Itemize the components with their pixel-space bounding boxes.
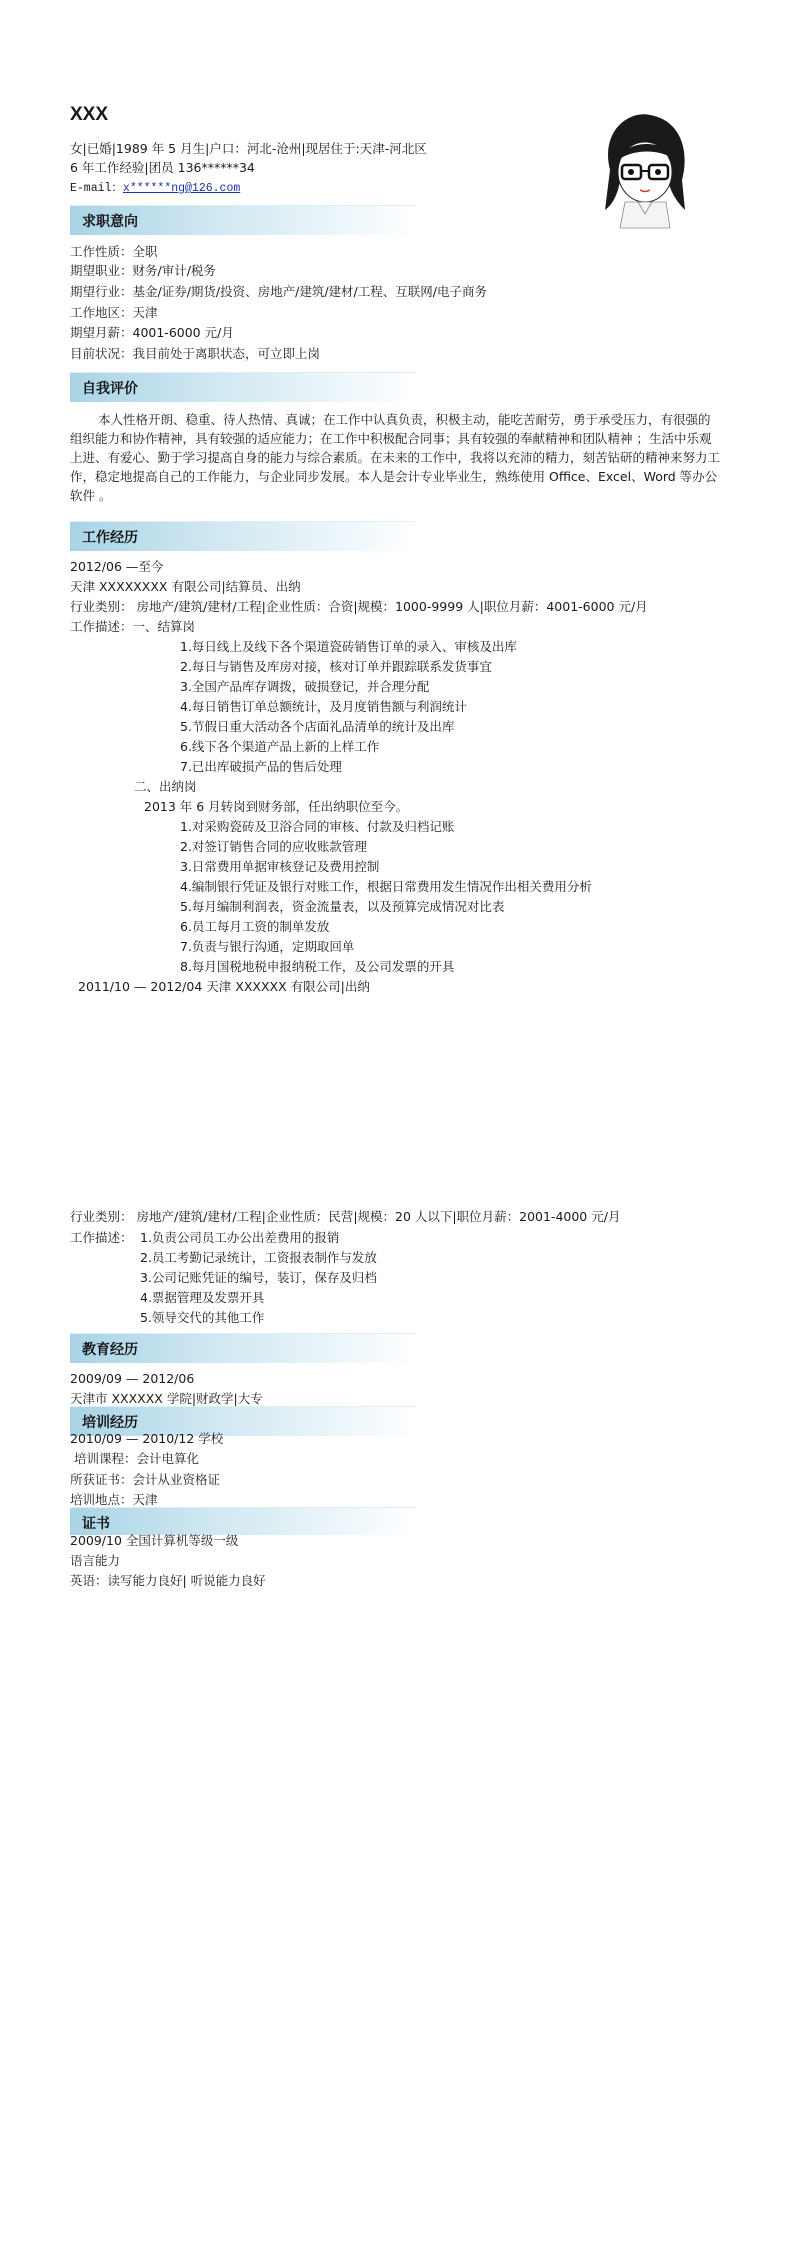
job1-industry: 行业类别： 房地产/建筑/建材/工程|企业性质：合资|规模：1000-9999 人|职位月薪：4001-6000 元/月 [70, 599, 648, 614]
train-period: 2010/09 — 2010/12 学校 [70, 1431, 224, 1446]
list-item: 6.员工每月工资的制单发放 [180, 919, 330, 934]
train-course: 培训课程：会计电算化 [74, 1451, 200, 1466]
section-title: 自我评价 [82, 381, 138, 397]
section-header-intent [70, 205, 415, 235]
section-title: 求职意向 [82, 214, 138, 230]
edu-period: 2009/09 — 2012/06 [70, 1371, 195, 1386]
list-item: 5.节假日重大活动各个店面礼品清单的统计及出库 [180, 719, 455, 734]
list-item: 4.票据管理及发票开具 [140, 1290, 265, 1305]
language-detail: 英语：读写能力良好| 听说能力良好 [70, 1573, 266, 1588]
job1-period: 2012/06 —至今 [70, 559, 164, 574]
job1-company: 天津 XXXXXXXX 有限公司|结算员、出纳 [70, 579, 301, 594]
train-cert: 所获证书：会计从业资格证 [70, 1472, 221, 1487]
intent-region: 工作地区：天津 [70, 305, 158, 320]
list-item: 8.每月国税地税申报纳税工作，及公司发票的开具 [180, 959, 455, 974]
job2-industry: 行业类别： 房地产/建筑/建材/工程|企业性质：民营|规模：20 人以下|职位月薪：2001-4000 元/月 [70, 1209, 621, 1224]
job1-part2-intro: 2013 年 6 月转岗到财务部，任出纳职位至今。 [144, 799, 409, 814]
list-item: 6.线下各个渠道产品上新的上样工作 [180, 739, 380, 754]
job2-desc-label: 工作描述： [70, 1230, 133, 1245]
email-link[interactable]: x******ng@126.com [122, 182, 241, 195]
list-item: 3.全国产品库存调拨，破损登记，并合理分配 [180, 679, 430, 694]
candidate-name: XXX [70, 104, 109, 125]
personal-info: 女|已婚|1989 年 5 月生|户口：河北-沧州|现居住于:天津-河北区 [70, 141, 427, 156]
list-item: 2.员工考勤记录统计，工资报表制作与发放 [140, 1250, 377, 1265]
list-item: 1.负责公司员工办公出差费用的报销 [140, 1230, 340, 1245]
intent-salary: 期望月薪：4001-6000 元/月 [70, 325, 234, 340]
list-item: 2.每日与销售及库房对接，核对订单并跟踪联系发货事宜 [180, 659, 492, 674]
section-header-certs [70, 1507, 415, 1535]
job2-period-company: 2011/10 — 2012/04 天津 XXXXXX 有限公司|出纳 [78, 979, 370, 994]
list-item: 1.对采购瓷砖及卫浴合同的审核、付款及归档记账 [180, 819, 455, 834]
email-row [70, 179, 240, 195]
intent-job: 期望职业：财务/审计/税务 [70, 263, 216, 278]
experience-phone: 6 年工作经验|团员 136******34 [70, 160, 255, 175]
list-item: 1.每日线上及线下各个渠道瓷砖销售订单的录入、审核及出库 [180, 639, 517, 654]
list-item: 5.领导交代的其他工作 [140, 1310, 265, 1325]
list-item: 7.负责与银行沟通，定期取回单 [180, 939, 355, 954]
job1-part2-title: 二、出纳岗 [134, 779, 197, 794]
self-evaluation: 本人性格开朗、稳重、待人热情、真诚；在工作中认真负责，积极主动，能吃苦耐劳，勇于承受压力，有很强的组织能力和协作精神，具有较强的适应能力；在工作中积极配合同事；具有较强的奉献精神和团队精神 ；生活中乐观上进、有爱心、勤于学习提高自身的能力与综合素质。在未来的工作中，我将以充沛的精力，刻苦钻研的精神来努力工作，稳定地提高自己的工作能力，与企业同步发展。本人是会计专业毕业生，熟练使用 Office、Excel、Word 等办公软件 。 [70, 412, 721, 503]
list-item: 2.对签订销售合同的应收账款管理 [180, 839, 367, 854]
section-header-work [70, 521, 415, 551]
train-place: 培训地点：天津 [70, 1492, 158, 1507]
section-title: 证书 [82, 1516, 110, 1532]
section-header-education [70, 1333, 415, 1363]
list-item: 4.每日销售订单总额统计，及月度销售额与利润统计 [180, 699, 467, 714]
intent-industry: 期望行业：基金/证券/期货/投资、房地产/建筑/建材/工程、互联网/电子商务 [70, 284, 487, 299]
language-title: 语言能力 [70, 1553, 121, 1568]
intent-status: 目前状况：我目前处于离职状态，可立即上岗 [70, 346, 321, 361]
list-item: 3.公司记账凭证的编号，装订，保存及归档 [140, 1270, 377, 1285]
list-item: 5.每月编制利润表，资金流量表，以及预算完成情况对比表 [180, 899, 505, 914]
intent-nature: 工作性质：全职 [70, 244, 158, 259]
edu-detail: 天津市 XXXXXX 学院|财政学|大专 [70, 1391, 263, 1406]
list-item: 4.编制银行凭证及银行对账工作，根据日常费用发生情况作出相关费用分析 [180, 879, 592, 894]
section-title: 培训经历 [82, 1415, 138, 1431]
list-item: 7.已出库破损产品的售后处理 [180, 759, 342, 774]
avatar [590, 110, 700, 235]
cert-item: 2009/10 全国计算机等级一级 [70, 1533, 239, 1548]
section-header-eval [70, 372, 415, 402]
job1-desc-label: 工作描述：一、结算岗 [70, 619, 196, 634]
section-title: 工作经历 [82, 530, 138, 546]
list-item: 3.日常费用单据审核登记及费用控制 [180, 859, 380, 874]
email-label: E-mail： [70, 182, 123, 195]
section-title: 教育经历 [82, 1342, 138, 1358]
